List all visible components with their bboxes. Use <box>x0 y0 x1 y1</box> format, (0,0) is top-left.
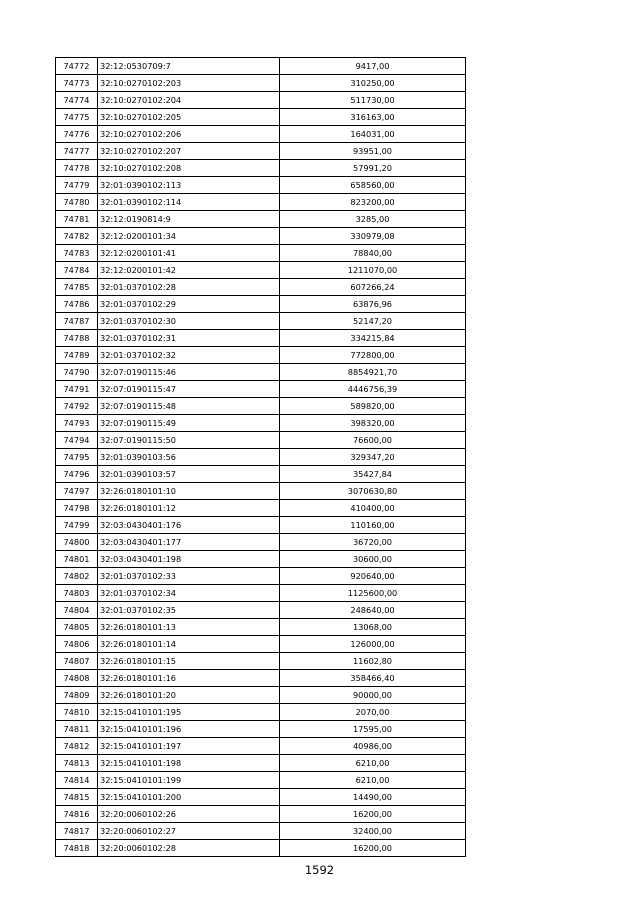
cadastral-number-cell: 32:07:0190115:47 <box>98 381 280 398</box>
table-row <box>56 398 466 415</box>
cadastral-number-cell: 32:03:0430401:177 <box>98 534 280 551</box>
cadastral-value-cell: 511730,00 <box>280 92 466 109</box>
table-row <box>56 143 466 160</box>
cadastral-value-cell: 63876,96 <box>280 296 466 313</box>
cadastral-number-cell: 32:01:0390103:57 <box>98 466 280 483</box>
cadastral-value-cell: 8854921,70 <box>280 364 466 381</box>
cadastral-number-cell: 32:01:0390103:56 <box>98 449 280 466</box>
row-number-cell: 74797 <box>56 483 98 500</box>
cadastral-value-cell: 90000,00 <box>280 687 466 704</box>
table-row <box>56 415 466 432</box>
row-number-cell: 74798 <box>56 500 98 517</box>
row-number-cell: 74772 <box>56 58 98 75</box>
cadastral-value-cell: 310250,00 <box>280 75 466 92</box>
cadastral-value-cell: 52147,20 <box>280 313 466 330</box>
table-row <box>56 194 466 211</box>
row-number-cell: 74781 <box>56 211 98 228</box>
cadastral-value-cell: 76600,00 <box>280 432 466 449</box>
table-row <box>56 92 466 109</box>
cadastral-value-table <box>55 57 466 857</box>
table-row <box>56 568 466 585</box>
row-number-cell: 74804 <box>56 602 98 619</box>
table-row <box>56 619 466 636</box>
row-number-cell: 74799 <box>56 517 98 534</box>
table-row <box>56 721 466 738</box>
row-number-cell: 74786 <box>56 296 98 313</box>
row-number-cell: 74801 <box>56 551 98 568</box>
cadastral-number-cell: 32:10:0270102:204 <box>98 92 280 109</box>
table-row <box>56 755 466 772</box>
row-number-cell: 74776 <box>56 126 98 143</box>
table-row <box>56 840 466 857</box>
table-row <box>56 534 466 551</box>
cadastral-number-cell: 32:10:0270102:205 <box>98 109 280 126</box>
table-row <box>56 296 466 313</box>
row-number-cell: 74795 <box>56 449 98 466</box>
table-row <box>56 483 466 500</box>
cadastral-number-cell: 32:12:0190814:9 <box>98 211 280 228</box>
table-row <box>56 517 466 534</box>
cadastral-number-cell: 32:12:0200101:34 <box>98 228 280 245</box>
row-number-cell: 74780 <box>56 194 98 211</box>
table-row <box>56 602 466 619</box>
table-row <box>56 177 466 194</box>
row-number-cell: 74788 <box>56 330 98 347</box>
cadastral-value-cell: 410400,00 <box>280 500 466 517</box>
cadastral-value-cell: 6210,00 <box>280 772 466 789</box>
cadastral-value-cell: 78840,00 <box>280 245 466 262</box>
cadastral-value-cell: 920640,00 <box>280 568 466 585</box>
cadastral-number-cell: 32:07:0190115:50 <box>98 432 280 449</box>
row-number-cell: 74787 <box>56 313 98 330</box>
table-row <box>56 211 466 228</box>
table-row <box>56 432 466 449</box>
cadastral-value-cell: 6210,00 <box>280 755 466 772</box>
row-number-cell: 74796 <box>56 466 98 483</box>
cadastral-number-cell: 32:15:0410101:198 <box>98 755 280 772</box>
cadastral-value-cell: 13068,00 <box>280 619 466 636</box>
row-number-cell: 74779 <box>56 177 98 194</box>
cadastral-value-cell: 36720,00 <box>280 534 466 551</box>
cadastral-value-cell: 3070630,80 <box>280 483 466 500</box>
cadastral-value-cell: 316163,00 <box>280 109 466 126</box>
table-row <box>56 364 466 381</box>
cadastral-number-cell: 32:01:0370102:29 <box>98 296 280 313</box>
cadastral-value-cell: 330979,08 <box>280 228 466 245</box>
cadastral-number-cell: 32:07:0190115:48 <box>98 398 280 415</box>
row-number-cell: 74792 <box>56 398 98 415</box>
table-row <box>56 653 466 670</box>
cadastral-value-cell: 358466,40 <box>280 670 466 687</box>
cadastral-value-cell: 32400,00 <box>280 823 466 840</box>
cadastral-number-cell: 32:01:0370102:30 <box>98 313 280 330</box>
row-number-cell: 74800 <box>56 534 98 551</box>
table-row <box>56 449 466 466</box>
table-row <box>56 58 466 75</box>
table-row <box>56 823 466 840</box>
cadastral-number-cell: 32:01:0390102:113 <box>98 177 280 194</box>
row-number-cell: 74806 <box>56 636 98 653</box>
row-number-cell: 74816 <box>56 806 98 823</box>
row-number-cell: 74813 <box>56 755 98 772</box>
row-number-cell: 74773 <box>56 75 98 92</box>
cadastral-number-cell: 32:20:0060102:28 <box>98 840 280 857</box>
cadastral-value-cell: 30600,00 <box>280 551 466 568</box>
cadastral-number-cell: 32:26:0180101:13 <box>98 619 280 636</box>
table-row <box>56 381 466 398</box>
table-row <box>56 109 466 126</box>
cadastral-value-cell: 16200,00 <box>280 840 466 857</box>
cadastral-number-cell: 32:26:0180101:20 <box>98 687 280 704</box>
cadastral-number-cell: 32:10:0270102:206 <box>98 126 280 143</box>
row-number-cell: 74782 <box>56 228 98 245</box>
cadastral-value-cell: 126000,00 <box>280 636 466 653</box>
cadastral-value-cell: 334215,84 <box>280 330 466 347</box>
table-row <box>56 245 466 262</box>
cadastral-number-cell: 32:01:0370102:32 <box>98 347 280 364</box>
row-number-cell: 74802 <box>56 568 98 585</box>
cadastral-number-cell: 32:26:0180101:10 <box>98 483 280 500</box>
row-number-cell: 74775 <box>56 109 98 126</box>
table-row <box>56 466 466 483</box>
page-number: 1592 <box>304 863 335 877</box>
cadastral-number-cell: 32:10:0270102:203 <box>98 75 280 92</box>
cadastral-value-cell: 248640,00 <box>280 602 466 619</box>
cadastral-number-cell: 32:15:0410101:200 <box>98 789 280 806</box>
cadastral-number-cell: 32:07:0190115:49 <box>98 415 280 432</box>
row-number-cell: 74789 <box>56 347 98 364</box>
table-row <box>56 738 466 755</box>
cadastral-number-cell: 32:26:0180101:12 <box>98 500 280 517</box>
row-number-cell: 74807 <box>56 653 98 670</box>
cadastral-value-cell: 398320,00 <box>280 415 466 432</box>
table-row <box>56 789 466 806</box>
cadastral-number-cell: 32:01:0370102:31 <box>98 330 280 347</box>
cadastral-value-cell: 9417,00 <box>280 58 466 75</box>
row-number-cell: 74815 <box>56 789 98 806</box>
cadastral-value-cell: 57991,20 <box>280 160 466 177</box>
cadastral-number-cell: 32:01:0370102:34 <box>98 585 280 602</box>
table-row <box>56 704 466 721</box>
row-number-cell: 74790 <box>56 364 98 381</box>
cadastral-number-cell: 32:01:0390102:114 <box>98 194 280 211</box>
row-number-cell: 74784 <box>56 262 98 279</box>
cadastral-value-cell: 14490,00 <box>280 789 466 806</box>
cadastral-number-cell: 32:20:0060102:27 <box>98 823 280 840</box>
row-number-cell: 74794 <box>56 432 98 449</box>
row-number-cell: 74777 <box>56 143 98 160</box>
cadastral-number-cell: 32:07:0190115:46 <box>98 364 280 381</box>
cadastral-value-cell: 93951,00 <box>280 143 466 160</box>
cadastral-value-cell: 40986,00 <box>280 738 466 755</box>
cadastral-number-cell: 32:12:0530709:7 <box>98 58 280 75</box>
table-row <box>56 772 466 789</box>
cadastral-value-cell: 772800,00 <box>280 347 466 364</box>
table-row <box>56 75 466 92</box>
table-row <box>56 262 466 279</box>
table-row <box>56 228 466 245</box>
table-row <box>56 347 466 364</box>
row-number-cell: 74809 <box>56 687 98 704</box>
cadastral-value-cell: 589820,00 <box>280 398 466 415</box>
cadastral-number-cell: 32:15:0410101:196 <box>98 721 280 738</box>
cadastral-number-cell: 32:12:0200101:41 <box>98 245 280 262</box>
cadastral-number-cell: 32:12:0200101:42 <box>98 262 280 279</box>
row-number-cell: 74808 <box>56 670 98 687</box>
table-row <box>56 551 466 568</box>
cadastral-number-cell: 32:03:0430401:176 <box>98 517 280 534</box>
cadastral-value-cell: 4446756,39 <box>280 381 466 398</box>
table-row <box>56 279 466 296</box>
row-number-cell: 74812 <box>56 738 98 755</box>
table-row <box>56 126 466 143</box>
cadastral-value-cell: 17595,00 <box>280 721 466 738</box>
table-row <box>56 500 466 517</box>
cadastral-number-cell: 32:26:0180101:15 <box>98 653 280 670</box>
cadastral-number-cell: 32:10:0270102:207 <box>98 143 280 160</box>
row-number-cell: 74774 <box>56 92 98 109</box>
row-number-cell: 74791 <box>56 381 98 398</box>
row-number-cell: 74783 <box>56 245 98 262</box>
row-number-cell: 74818 <box>56 840 98 857</box>
cadastral-value-cell: 164031,00 <box>280 126 466 143</box>
table-row <box>56 670 466 687</box>
row-number-cell: 74793 <box>56 415 98 432</box>
table-row <box>56 585 466 602</box>
cadastral-number-cell: 32:26:0180101:16 <box>98 670 280 687</box>
cadastral-value-cell: 110160,00 <box>280 517 466 534</box>
table-row <box>56 806 466 823</box>
cadastral-value-cell: 1211070,00 <box>280 262 466 279</box>
cadastral-number-cell: 32:15:0410101:197 <box>98 738 280 755</box>
cadastral-value-cell: 607266,24 <box>280 279 466 296</box>
cadastral-number-cell: 32:15:0410101:199 <box>98 772 280 789</box>
cadastral-number-cell: 32:01:0370102:35 <box>98 602 280 619</box>
cadastral-number-cell: 32:03:0430401:198 <box>98 551 280 568</box>
cadastral-number-cell: 32:10:0270102:208 <box>98 160 280 177</box>
cadastral-number-cell: 32:01:0370102:28 <box>98 279 280 296</box>
cadastral-value-cell: 3285,00 <box>280 211 466 228</box>
cadastral-value-cell: 11602,80 <box>280 653 466 670</box>
table-row <box>56 687 466 704</box>
row-number-cell: 74778 <box>56 160 98 177</box>
cadastral-value-cell: 1125600,00 <box>280 585 466 602</box>
row-number-cell: 74803 <box>56 585 98 602</box>
table-row <box>56 313 466 330</box>
table-row <box>56 330 466 347</box>
row-number-cell: 74811 <box>56 721 98 738</box>
cadastral-number-cell: 32:20:0060102:26 <box>98 806 280 823</box>
cadastral-value-cell: 658560,00 <box>280 177 466 194</box>
row-number-cell: 74817 <box>56 823 98 840</box>
cadastral-number-cell: 32:01:0370102:33 <box>98 568 280 585</box>
cadastral-value-cell: 16200,00 <box>280 806 466 823</box>
row-number-cell: 74814 <box>56 772 98 789</box>
row-number-cell: 74805 <box>56 619 98 636</box>
row-number-cell: 74785 <box>56 279 98 296</box>
cadastral-value-cell: 35427,84 <box>280 466 466 483</box>
cadastral-value-cell: 2070,00 <box>280 704 466 721</box>
table-body <box>56 58 466 857</box>
cadastral-value-cell: 329347,20 <box>280 449 466 466</box>
row-number-cell: 74810 <box>56 704 98 721</box>
cadastral-value-cell: 823200,00 <box>280 194 466 211</box>
cadastral-number-cell: 32:15:0410101:195 <box>98 704 280 721</box>
table-row <box>56 160 466 177</box>
table-row <box>56 636 466 653</box>
cadastral-number-cell: 32:26:0180101:14 <box>98 636 280 653</box>
